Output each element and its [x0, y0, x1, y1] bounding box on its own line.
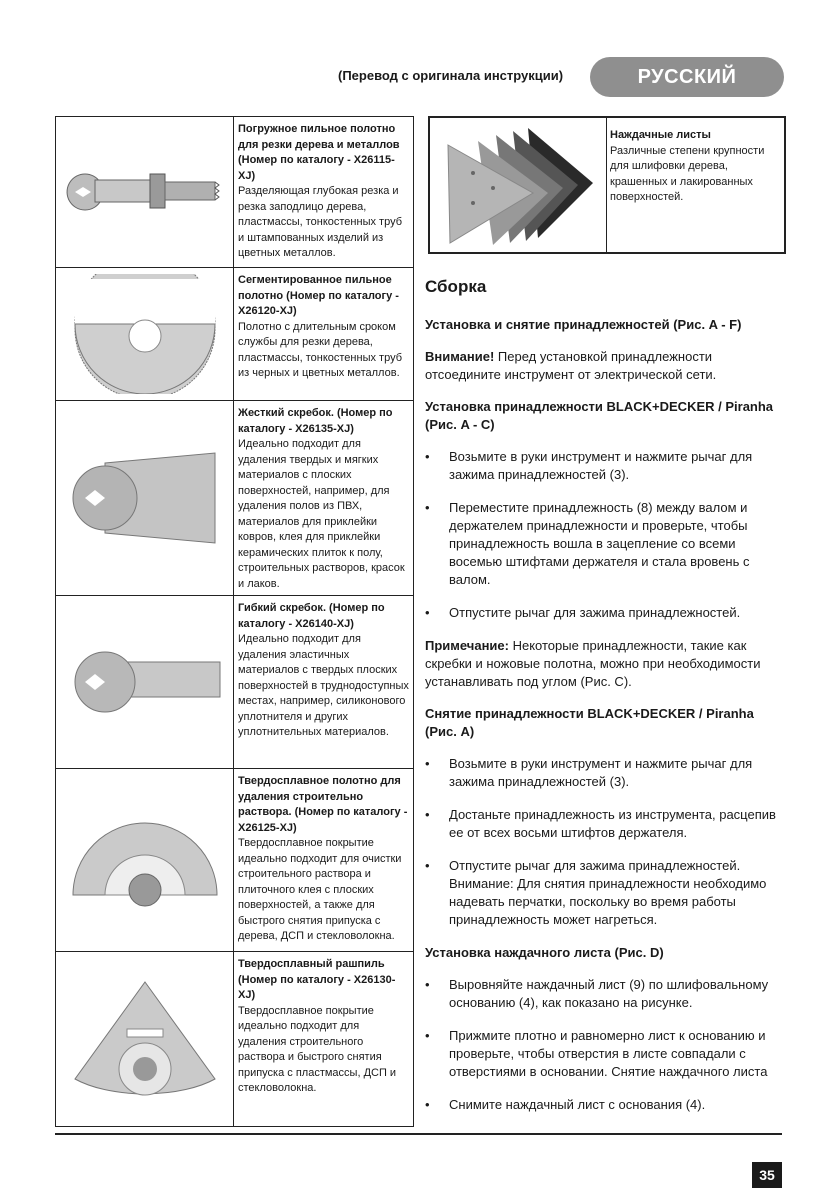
accessory-row — [56, 268, 413, 401]
sanding-description: Различные степени крупности для шлифовки дерева, крашенных и лакированных поверхностей. — [610, 144, 765, 203]
accessory-title: Твердосплавное полотно для удаления строительно раствора. (Номер по каталогу - X26125-XJ) — [238, 775, 408, 834]
remove-heading: Снятие принадлежности BLACK+DECKER / Piranha (Рис. A) — [425, 706, 754, 739]
list-item: • Возьмите в руки инструмент и нажмите рычаг для зажима принадлежностей (3). — [425, 755, 785, 791]
list-item: • Выровняйте наждачный лист (9) по шлифовальному основанию (4), как показано на рисунке. — [425, 976, 785, 1012]
accessory-row — [56, 117, 413, 268]
segmented-saw-blade-icon — [56, 268, 234, 400]
rigid-scraper-icon — [56, 401, 234, 595]
assembly-section — [425, 278, 785, 1129]
plunge-saw-blade-icon — [56, 117, 234, 267]
flexible-scraper-icon — [56, 596, 234, 768]
warning-text: Перед установкой принадлежности отсоедините инструмент от электрической сети. — [425, 349, 717, 382]
accessory-title: Гибкий скребок. (Номер по каталогу - X26140-XJ) — [238, 602, 385, 630]
accessory-description: Полотно с длительным сроком службы для резки дерева, пластмассы, тонкостенных труб из черных и цветных металлов. — [238, 320, 402, 379]
accessory-description: Идеально подходит для удаления твердых и мягких материалов с плоских поверхностей, например, для удаления полов из ПВХ, материалов для приклейки ковров, клея для приклейки керамических плиток к полу, строительных растворов, красок и лаков. — [238, 438, 405, 590]
section-heading: Сборка — [425, 277, 487, 296]
carbide-rasp-icon — [56, 952, 234, 1126]
list-item: • Возьмите в руки инструмент и нажмите рычаг для зажима принадлежностей (3). — [425, 448, 785, 484]
sanding-heading: Установка наждачного листа (Рис. D) — [425, 945, 664, 960]
accessory-row — [56, 401, 413, 596]
accessory-title: Сегментированное пильное полотно (Номер по каталогу - X26120-XJ) — [238, 274, 399, 317]
language-badge: РУССКИЙ — [590, 57, 784, 97]
page-number: 35 — [752, 1162, 782, 1188]
accessory-title: Жесткий скребок. (Номер по каталогу - X26135-XJ) — [238, 407, 393, 435]
accessory-description: Твердосплавное покрытие идеально подходит для очистки строительного раствора и плиточного клея с плоских поверхностей, а также для быстрого снятия припуска с дерева, ДСП и стекловолокна. — [238, 837, 402, 942]
accessory-title: Твердосплавный рашпиль (Номер по каталогу - X26130-XJ) — [238, 958, 396, 1001]
accessory-description: Идеально подходит для удаления эластичных материалов с твердых плоских поверхностей в труднодоступных местах, например, силиконового уплотнителя и других уплотнительных материалов. — [238, 633, 409, 738]
accessory-description: Твердосплавное покрытие идеально подходит для удаления строительного раствора и быстрого снятия припуска с пластмассы, ДСП и стекловолокна. — [238, 1004, 397, 1094]
list-item: • Снимите наждачный лист с основания (4). — [425, 1096, 785, 1114]
footer-divider — [55, 1133, 782, 1135]
remove-steps — [425, 755, 785, 929]
sanding-title: Наждачные листы — [610, 129, 711, 141]
note-text: Некоторые принадлежности, такие как скребки и ножовые полотна, можно при необходимости устанавливать под углом (Рис. C). — [425, 638, 761, 689]
header-subtitle: (Перевод с оригинала инструкции) — [338, 68, 564, 83]
accessory-row — [56, 952, 413, 1126]
accessory-row — [56, 769, 413, 952]
list-item: • Отпустите рычаг для зажима принадлежностей. Внимание: Для снятия принадлежности необходимо надевать перчатки, поскольку во время работы принадлежность может нагреться. — [425, 857, 785, 929]
install-heading: Установка принадлежности BLACK+DECKER / Piranha (Рис. A - C) — [425, 399, 774, 432]
list-item: • Переместите принадлежность (8) между валом и держателем принадлежности и проверьте, чтобы принадлежность вошла в зацепление со всеми восемью штифтами держателя и стала вровень с валом. — [425, 499, 785, 589]
list-item: • Прижмите плотно и равномерно лист к основанию и проверьте, чтобы отверстия в листе совпадали с отверстиями в основании. Снятие наждачного листа — [425, 1027, 785, 1081]
sanding-steps — [425, 976, 785, 1114]
list-item: • Достаньте принадлежность из инструмента, расцепив ее от всех восьми штифтов держателя. — [425, 806, 785, 842]
sanding-sheets-box — [428, 116, 786, 254]
accessory-row — [56, 596, 413, 769]
sanding-sheets-icon — [430, 118, 607, 252]
list-item: • Отпустите рычаг для зажима принадлежностей. — [425, 604, 785, 622]
accessory-description: Разделяющая глубокая резка и резка заподлицо дерева, пластмассы, тонкостенных труб и штампованных изделий из цветных металлов. — [238, 185, 402, 259]
note-label: Примечание: — [425, 638, 509, 653]
fitting-heading: Установка и снятие принадлежностей (Рис. A - F) — [425, 317, 742, 332]
accessory-title: Погружное пильное полотно для резки дерева и металлов (Номер по каталогу - X26115-XJ) — [238, 123, 400, 182]
note-paragraph — [425, 637, 785, 691]
accessories-table — [55, 116, 414, 1127]
warning-label: Внимание! — [425, 349, 495, 364]
install-steps — [425, 448, 785, 622]
warning-paragraph — [425, 348, 785, 384]
carbide-grout-blade-icon — [56, 769, 234, 951]
